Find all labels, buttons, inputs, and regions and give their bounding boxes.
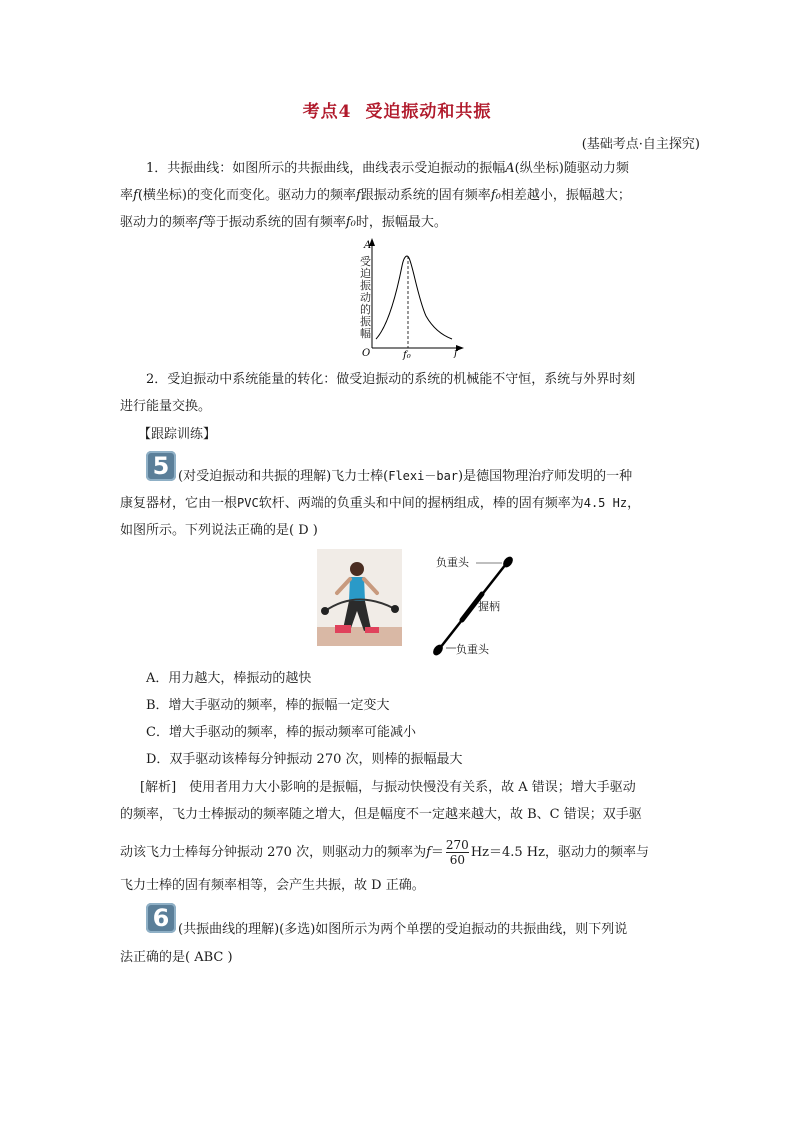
question-6-badge: 6 [146,903,176,933]
p1-line3: 驱动力的频率f等于振动系统的固有频率f₀时，振幅最大。 [120,215,447,230]
section-tag: (基础考点·自主探究) [581,137,700,152]
flexi-bar-photo [317,549,402,646]
analysis-line1: [解析] 使用者用力大小影响的是振幅，与振动快慢没有关系，故 A 错误；增大手驱动 [140,780,636,795]
question-5-marker [146,451,176,481]
graph-y-caption: 受迫振动的振幅 [360,255,371,340]
title-text: 受迫振动和共振 [365,102,492,122]
q5-line3: 如图所示。下列说法正确的是( D ) [120,523,318,538]
graph-y-axis-label: A [364,240,372,251]
option-a: A．用力越大，棒振动的越快 [146,671,312,686]
q5-line1: (对受迫振动和共振的理解)飞力士棒(Flexi－bar)是德国物理治疗师发明的一种 [178,469,633,484]
question-6-marker [146,903,176,933]
bar-label-top-weight: 负重头 [436,556,469,569]
question-5-badge: 5 [146,451,176,481]
fraction-denominator: 60 [446,852,469,867]
p2-line1: 2．受迫振动中系统能量的转化：做受迫振动的系统的机械能不守恒，系统与外界时刻 [146,372,636,387]
section-title [0,97,794,122]
option-d: D．双手驱动该棒每分钟振动 270 次，则棒的振幅最大 [146,752,463,767]
graph-origin-label: O [362,348,371,359]
option-c: C．增大手驱动的频率，棒的振动频率可能减小 [146,725,416,740]
title-number: 考点4 [302,102,352,122]
section-heading-practice: 【跟踪训练】 [138,427,217,442]
option-b: B．增大手驱动的频率，棒的振幅一定变大 [146,698,390,713]
graph-x-axis-label: f [454,348,458,359]
analysis-line4: 飞力士棒的固有频率相等，会产生共振，故 D 正确。 [120,878,425,893]
p1-line1: 1．共振曲线：如图所示的共振曲线，曲线表示受迫振动的振幅A(纵坐标)随驱动力频 [146,161,629,176]
p1-line2: 率f(横坐标)的变化而变化。驱动力的频率f跟振动系统的固有频率f₀相差越小，振幅越大； [120,188,631,203]
q6-line1: (共振曲线的理解)(多选)如图所示为两个单摆的受迫振动的共振曲线，则下列说 [178,922,628,937]
analysis-line3: 动该飞力士棒每分钟振动 270 次，则驱动力的频率为f＝ $\frac{270}{60}$ Hz＝4.5 Hz，驱动力的频率与 [120,838,649,867]
bar-label-grip: 握柄 [478,600,500,613]
graph-f0-label: f₀ [403,350,411,360]
p2-line2: 进行能量交换。 [120,399,212,414]
frequency-fraction [446,838,469,867]
resonance-curve-graph [360,236,470,360]
q6-line2: 法正确的是( ABC ) [120,950,233,965]
fraction-numerator: 270 [445,838,469,852]
bar-label-bottom-weight: 负重头 [456,643,489,656]
q5-line2: 康复器材，它由一根PVC软杆、两端的负重头和中间的握柄组成，棒的固有频率为4.5 Hz， [120,496,641,511]
analysis-line2: 的频率，飞力士棒振动的频率随之增大，但是幅度不一定越来越大，故 B、C 错误；双手驱 [120,807,642,822]
